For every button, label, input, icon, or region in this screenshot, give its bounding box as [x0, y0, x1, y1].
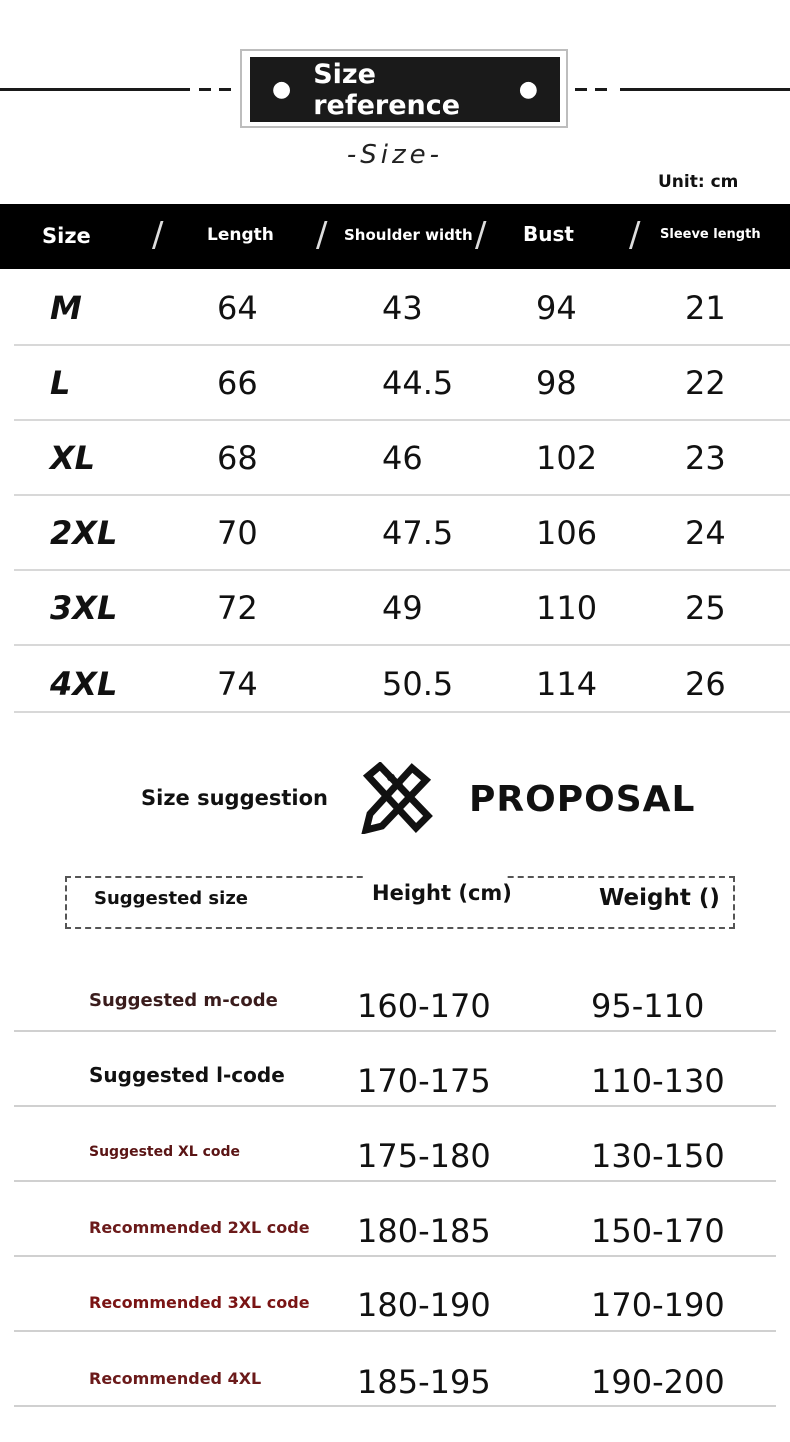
list-item	[14, 1255, 776, 1332]
row-length: 68	[217, 439, 258, 477]
row-sleeve: 22	[685, 364, 726, 402]
row-size: XL	[50, 439, 96, 477]
suggest-height: 160-170	[357, 987, 491, 1025]
row-length: 64	[217, 289, 258, 327]
page-title	[250, 57, 560, 122]
row-length: 66	[217, 364, 258, 402]
suggest-label: Recommended 2XL code	[89, 1218, 310, 1237]
col-suggested-size: Suggested size	[94, 888, 249, 909]
divider-slash: /	[152, 215, 164, 255]
row-length: 72	[217, 589, 258, 627]
ruler-pencil-icon	[358, 762, 434, 834]
row-sleeve: 21	[685, 289, 726, 327]
col-height: Height (cm)	[372, 881, 512, 905]
size-table-header	[0, 204, 790, 269]
bullet-icon: ●	[518, 77, 538, 102]
row-shoulder: 43	[382, 289, 423, 327]
col-size: Size	[42, 224, 91, 248]
row-size: 4XL	[50, 665, 118, 703]
divider-slash: /	[475, 215, 487, 255]
list-item	[14, 1105, 776, 1182]
row-shoulder: 44.5	[382, 364, 454, 402]
header-line-right	[620, 88, 790, 91]
row-length: 74	[217, 665, 258, 703]
col-weight: Weight ()	[599, 885, 720, 911]
suggest-label: Suggested m-code	[89, 990, 278, 1011]
row-bust: 110	[536, 589, 598, 627]
row-bust: 98	[536, 364, 577, 402]
suggest-height: 185-195	[357, 1363, 491, 1401]
row-sleeve: 25	[685, 589, 726, 627]
table-row	[14, 494, 790, 571]
size-suggestion-label: Size suggestion	[141, 786, 328, 810]
col-bust: Bust	[523, 222, 574, 246]
row-size: 3XL	[50, 589, 118, 627]
divider-slash: /	[316, 215, 328, 255]
suggest-weight: 130-150	[591, 1137, 725, 1175]
unit-label: Unit: cm	[658, 172, 739, 192]
table-row	[14, 269, 790, 346]
row-bust: 94	[536, 289, 577, 327]
suggest-weight: 170-190	[591, 1286, 725, 1324]
col-sleeve: Sleeve length	[660, 227, 761, 242]
table-row	[14, 636, 790, 713]
row-shoulder: 50.5	[382, 665, 454, 703]
suggest-height: 175-180	[357, 1137, 491, 1175]
header-dash	[219, 88, 231, 91]
table-row	[14, 344, 790, 421]
suggest-label: Recommended 4XL	[89, 1369, 262, 1388]
row-shoulder: 47.5	[382, 514, 454, 552]
divider-slash: /	[629, 215, 641, 255]
list-item	[14, 955, 776, 1032]
row-sleeve: 26	[685, 665, 726, 703]
col-shoulder: Shoulder width	[344, 226, 473, 244]
suggest-weight: 95-110	[591, 987, 705, 1025]
row-sleeve: 23	[685, 439, 726, 477]
row-sleeve: 24	[685, 514, 726, 552]
suggest-weight: 190-200	[591, 1363, 725, 1401]
header-line-left	[0, 88, 190, 91]
list-item	[14, 1030, 776, 1107]
size-subtitle: -Size-	[346, 140, 444, 170]
proposal-heading: PROPOSAL	[469, 779, 696, 820]
row-bust: 114	[536, 665, 598, 703]
bullet-icon: ●	[272, 77, 292, 102]
page-title-text: Size reference	[313, 58, 461, 121]
row-length: 70	[217, 514, 258, 552]
col-length: Length	[207, 225, 274, 245]
row-size: M	[50, 289, 82, 327]
row-bust: 102	[536, 439, 598, 477]
row-size: 2XL	[50, 514, 118, 552]
header-dash	[199, 88, 211, 91]
suggest-height: 180-185	[357, 1212, 491, 1250]
suggest-weight: 110-130	[591, 1062, 725, 1100]
header-dash	[575, 88, 587, 91]
header-dash	[595, 88, 607, 91]
table-row	[14, 569, 790, 646]
suggest-height: 180-190	[357, 1286, 491, 1324]
table-row	[14, 419, 790, 496]
suggest-label: Recommended 3XL code	[89, 1293, 310, 1312]
suggest-height: 170-175	[357, 1062, 491, 1100]
suggest-label: Suggested XL code	[89, 1144, 241, 1160]
row-shoulder: 46	[382, 439, 423, 477]
row-size: L	[50, 364, 71, 402]
suggest-weight: 150-170	[591, 1212, 725, 1250]
list-item	[14, 1330, 776, 1407]
row-shoulder: 49	[382, 589, 423, 627]
suggest-label: Suggested l-code	[89, 1063, 285, 1087]
list-item	[14, 1180, 776, 1257]
row-bust: 106	[536, 514, 598, 552]
